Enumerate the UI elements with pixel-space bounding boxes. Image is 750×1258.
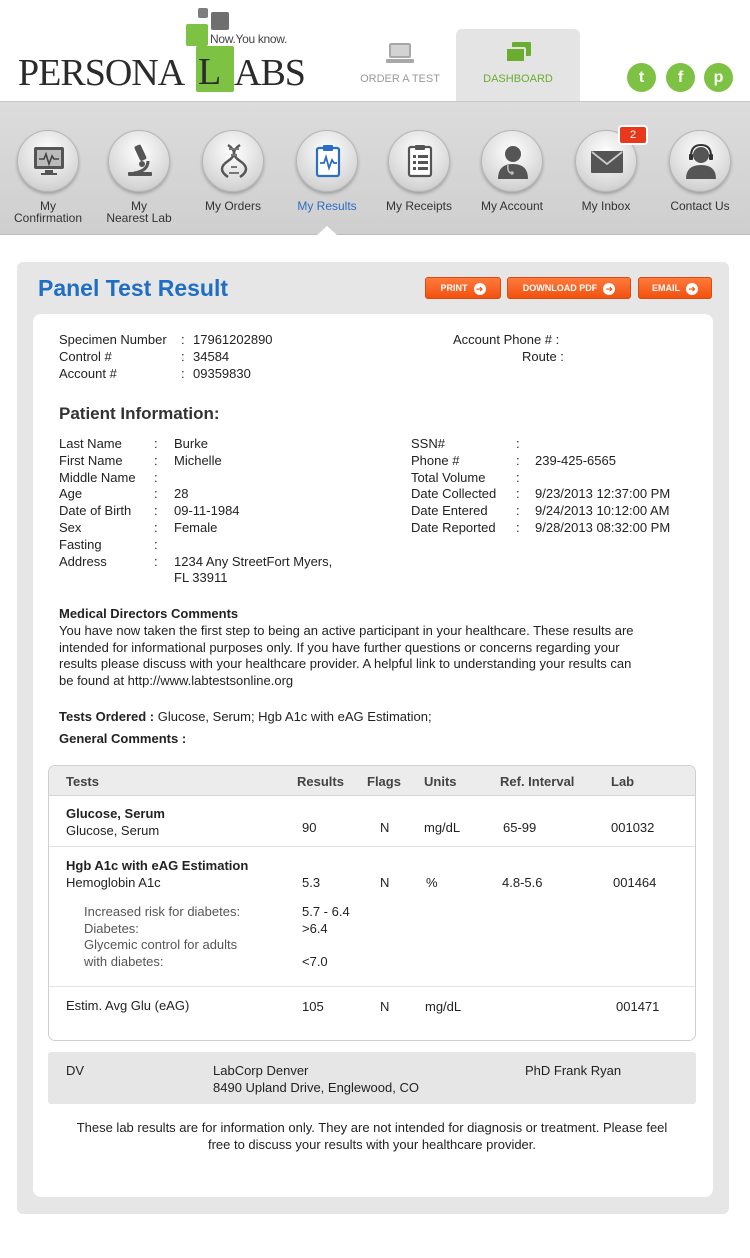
download-pdf-label: DOWNLOAD PDF [522, 283, 598, 293]
panel-test-result [17, 262, 729, 1214]
active-tab-pointer [316, 226, 338, 236]
logo-letter-l: L [198, 51, 222, 93]
nav-my-receipts[interactable] [373, 130, 465, 212]
nav-my-nearest-lab[interactable] [93, 130, 185, 224]
units-value: mg/dL [425, 999, 462, 1014]
dob-value: 09-11-1984 [174, 503, 240, 518]
flag-value: N [380, 820, 390, 835]
phone-label: Phone # [411, 453, 460, 468]
lastname-label: Last Name [59, 436, 122, 451]
lab-director: PhD Frank Ryan [525, 1063, 622, 1078]
result-value: 5.3 [302, 875, 321, 890]
colon: : [154, 470, 158, 485]
checklist-icon [402, 143, 438, 179]
nav-circle [296, 130, 358, 192]
general-comments-label: General Comments : [59, 731, 187, 746]
nav-my-orders[interactable] [187, 130, 279, 212]
nav-contact-us[interactable] [654, 130, 746, 212]
tests-ordered [59, 709, 432, 726]
pinterest-icon[interactable]: p [704, 63, 733, 92]
result-value: 105 [302, 999, 324, 1014]
print-button[interactable] [425, 277, 501, 299]
tab-dashboard-label: DASHBOARD [483, 73, 553, 85]
monitor-icon [31, 143, 67, 179]
tests-ordered-value: Glucose, Serum; Hgb A1c with eAG Estimation; [154, 709, 432, 724]
specimen-label: Specimen Number [59, 332, 167, 347]
lab-value: 001471 [616, 999, 660, 1014]
nav-circle [17, 130, 79, 192]
phone-value: 239-425-6565 [535, 453, 616, 468]
colon: : [154, 453, 158, 468]
account-phone-label: Account Phone # : [453, 332, 560, 347]
results-table [48, 765, 696, 1041]
nav-label: My Results [297, 199, 357, 213]
logo-l-box [196, 46, 234, 92]
tab-order-a-test[interactable] [338, 29, 462, 101]
microscope-icon [122, 143, 158, 179]
result-value: 90 [302, 820, 317, 835]
control-value: 34584 [193, 349, 230, 364]
test-name: Hgb A1c with eAG Estimation [66, 858, 249, 873]
nav-my-results[interactable] [281, 130, 373, 212]
nav-circle [202, 130, 264, 192]
logo-square-medium [211, 12, 229, 30]
lab-address: 8490 Upland Drive, Englewood, CO [213, 1080, 419, 1095]
sex-label: Sex [59, 520, 82, 535]
nav-my-inbox[interactable] [560, 130, 652, 212]
sex-value: Female [174, 520, 218, 535]
doctor-icon [495, 143, 531, 179]
inbox-badge: 2 [618, 125, 648, 145]
nav-my-confirmation[interactable] [2, 130, 94, 224]
range-label: Diabetes: [84, 920, 139, 936]
collected-label: Date Collected [411, 486, 497, 501]
tests-ordered-label: Tests Ordered : [59, 709, 155, 724]
firstname-label: First Name [59, 453, 123, 468]
ssn-label: SSN# [411, 436, 445, 451]
nav-label: My Orders [204, 199, 261, 213]
print-label: PRINT [440, 283, 468, 293]
units-value: mg/dL [424, 820, 461, 835]
arrow-right-icon: ➜ [686, 283, 698, 295]
nav-label: My Confirmation [13, 199, 83, 225]
comments-line: results please discuss with your healthcare provider. A helpful link to understanding your results can [59, 656, 632, 671]
units-value: % [426, 875, 438, 890]
address-label: Address [59, 554, 107, 569]
reported-value: 9/28/2013 08:32:00 PM [535, 520, 671, 535]
address-line2: FL 33911 [174, 570, 228, 585]
col-ref-interval: Ref. Interval [500, 774, 575, 789]
col-tests: Tests [66, 774, 99, 789]
lastname-value: Burke [174, 436, 208, 451]
tab-order-label: ORDER A TEST [360, 73, 440, 85]
comments-line: intended for informational purposes only. If you have further questions or concerns regarding your [59, 639, 620, 655]
reported-label: Date Reported [411, 520, 496, 535]
ref-value: 4.8-5.6 [502, 875, 543, 890]
colon: : [516, 453, 520, 468]
row-divider [49, 986, 696, 987]
disclaimer-line: These lab results are for information only. They are not intended for diagnosis or treatment. Please feel [76, 1120, 668, 1135]
logo-square-green [186, 24, 208, 46]
route-label: Route : [522, 349, 564, 364]
logo-square-small [198, 8, 208, 18]
nav-label: My Nearest Lab [106, 199, 172, 225]
nav-circle [388, 130, 450, 192]
comments-line: You have now taken the first step to being an active participant in your healthcare. These results are [59, 623, 634, 638]
colon: : [516, 436, 520, 451]
nav-circle [108, 130, 170, 192]
range-label: Glycemic control for adults [84, 937, 238, 952]
facebook-icon[interactable]: f [666, 63, 695, 92]
flag-value: N [380, 999, 390, 1014]
col-results: Results [297, 774, 344, 789]
colon: : [154, 486, 158, 501]
colon: : [516, 486, 520, 501]
account-label: Account # [59, 366, 117, 381]
colon: : [516, 520, 520, 535]
colon: : [154, 537, 158, 552]
row-divider [49, 846, 696, 847]
lab-code: DV [66, 1063, 85, 1078]
nav-label: My Inbox [581, 199, 631, 213]
colon: : [181, 349, 185, 364]
download-pdf-button[interactable] [507, 277, 631, 299]
middlename-label: Middle Name [59, 470, 136, 485]
disclaimer [48, 1119, 696, 1153]
test-sub: Estim. Avg Glu (eAG) [66, 998, 190, 1013]
nav-label: My Account [480, 199, 544, 213]
range-label: Increased risk for diabetes: [84, 904, 241, 919]
colon: : [516, 470, 520, 485]
logo-word-right: ABS [234, 52, 305, 94]
result-card [33, 314, 713, 1197]
nav-label: My Receipts [385, 199, 453, 213]
colon: : [154, 436, 158, 451]
range-value: 5.7 - 6.4 [302, 904, 350, 919]
dob-label: Date of Birth [59, 503, 132, 518]
page-title: Panel Test Result [38, 275, 229, 301]
site-header [0, 0, 750, 101]
logo-tagline: Now.You know. [210, 32, 288, 46]
colon: : [516, 503, 520, 518]
nav-my-account[interactable] [466, 130, 558, 212]
firstname-value: Michelle [174, 453, 222, 468]
nav-circle [669, 130, 731, 192]
fasting-label: Fasting [59, 537, 102, 552]
dashboard-icon [503, 41, 533, 65]
email-label: EMAIL [652, 283, 680, 293]
patient-info-title: Patient Information: [59, 404, 220, 423]
test-sub: Glucose, Serum [66, 823, 160, 838]
control-label: Control # [59, 349, 112, 364]
logo-word-left: PERSONA [18, 52, 185, 94]
range-value: <7.0 [302, 953, 328, 969]
lab-name: LabCorp Denver [213, 1063, 309, 1078]
nav-circle [481, 130, 543, 192]
ref-value: 65-99 [503, 820, 537, 835]
lab-info-box [48, 1052, 696, 1104]
range-label: with diabetes: [84, 953, 164, 969]
nav-circle [575, 130, 637, 192]
range-value: >6.4 [302, 920, 328, 936]
lab-value: 001032 [611, 820, 655, 835]
col-flags: Flags [367, 774, 401, 789]
col-units: Units [424, 774, 457, 789]
headset-icon [683, 143, 719, 179]
email-button[interactable] [638, 277, 712, 299]
arrow-right-icon: ➜ [603, 283, 615, 295]
collected-value: 9/23/2013 12:37:00 PM [535, 486, 671, 501]
clipboard-chart-icon [310, 143, 346, 179]
table-header [49, 766, 696, 796]
flag-value: N [380, 875, 390, 890]
tab-dashboard[interactable] [456, 29, 580, 101]
specimen-value: 17961202890 [193, 332, 273, 347]
dna-icon [216, 143, 252, 179]
personalabs-logo[interactable] [18, 6, 318, 96]
volume-label: Total Volume [411, 470, 486, 485]
dashboard-nav [0, 101, 750, 235]
account-value: 09359830 [193, 366, 251, 381]
nav-label: Contact Us [670, 199, 730, 213]
colon: : [181, 366, 185, 381]
comments-line: be found at http://www.labtestsonline.org [59, 672, 294, 688]
col-lab: Lab [611, 774, 635, 789]
colon: : [181, 332, 185, 347]
entered-label: Date Entered [411, 503, 488, 518]
colon: : [154, 503, 158, 518]
lab-value: 001464 [613, 875, 657, 890]
age-label: Age [59, 486, 83, 501]
address-value: 1234 Any StreetFort Myers, [174, 554, 333, 569]
disclaimer-line: free to discuss your results with your healthcare provider. [207, 1137, 537, 1152]
colon: : [154, 554, 158, 569]
test-name: Glucose, Serum [66, 806, 165, 821]
age-value: 28 [174, 486, 189, 501]
comments-title: Medical Directors Comments [59, 606, 239, 621]
laptop-icon [385, 41, 415, 65]
twitter-icon[interactable]: t [627, 63, 656, 92]
arrow-right-icon: ➜ [474, 283, 486, 295]
colon: : [154, 520, 158, 535]
test-sub: Hemoglobin A1c [66, 875, 161, 890]
envelope-icon [589, 143, 625, 179]
entered-value: 9/24/2013 10:12:00 AM [535, 503, 670, 518]
